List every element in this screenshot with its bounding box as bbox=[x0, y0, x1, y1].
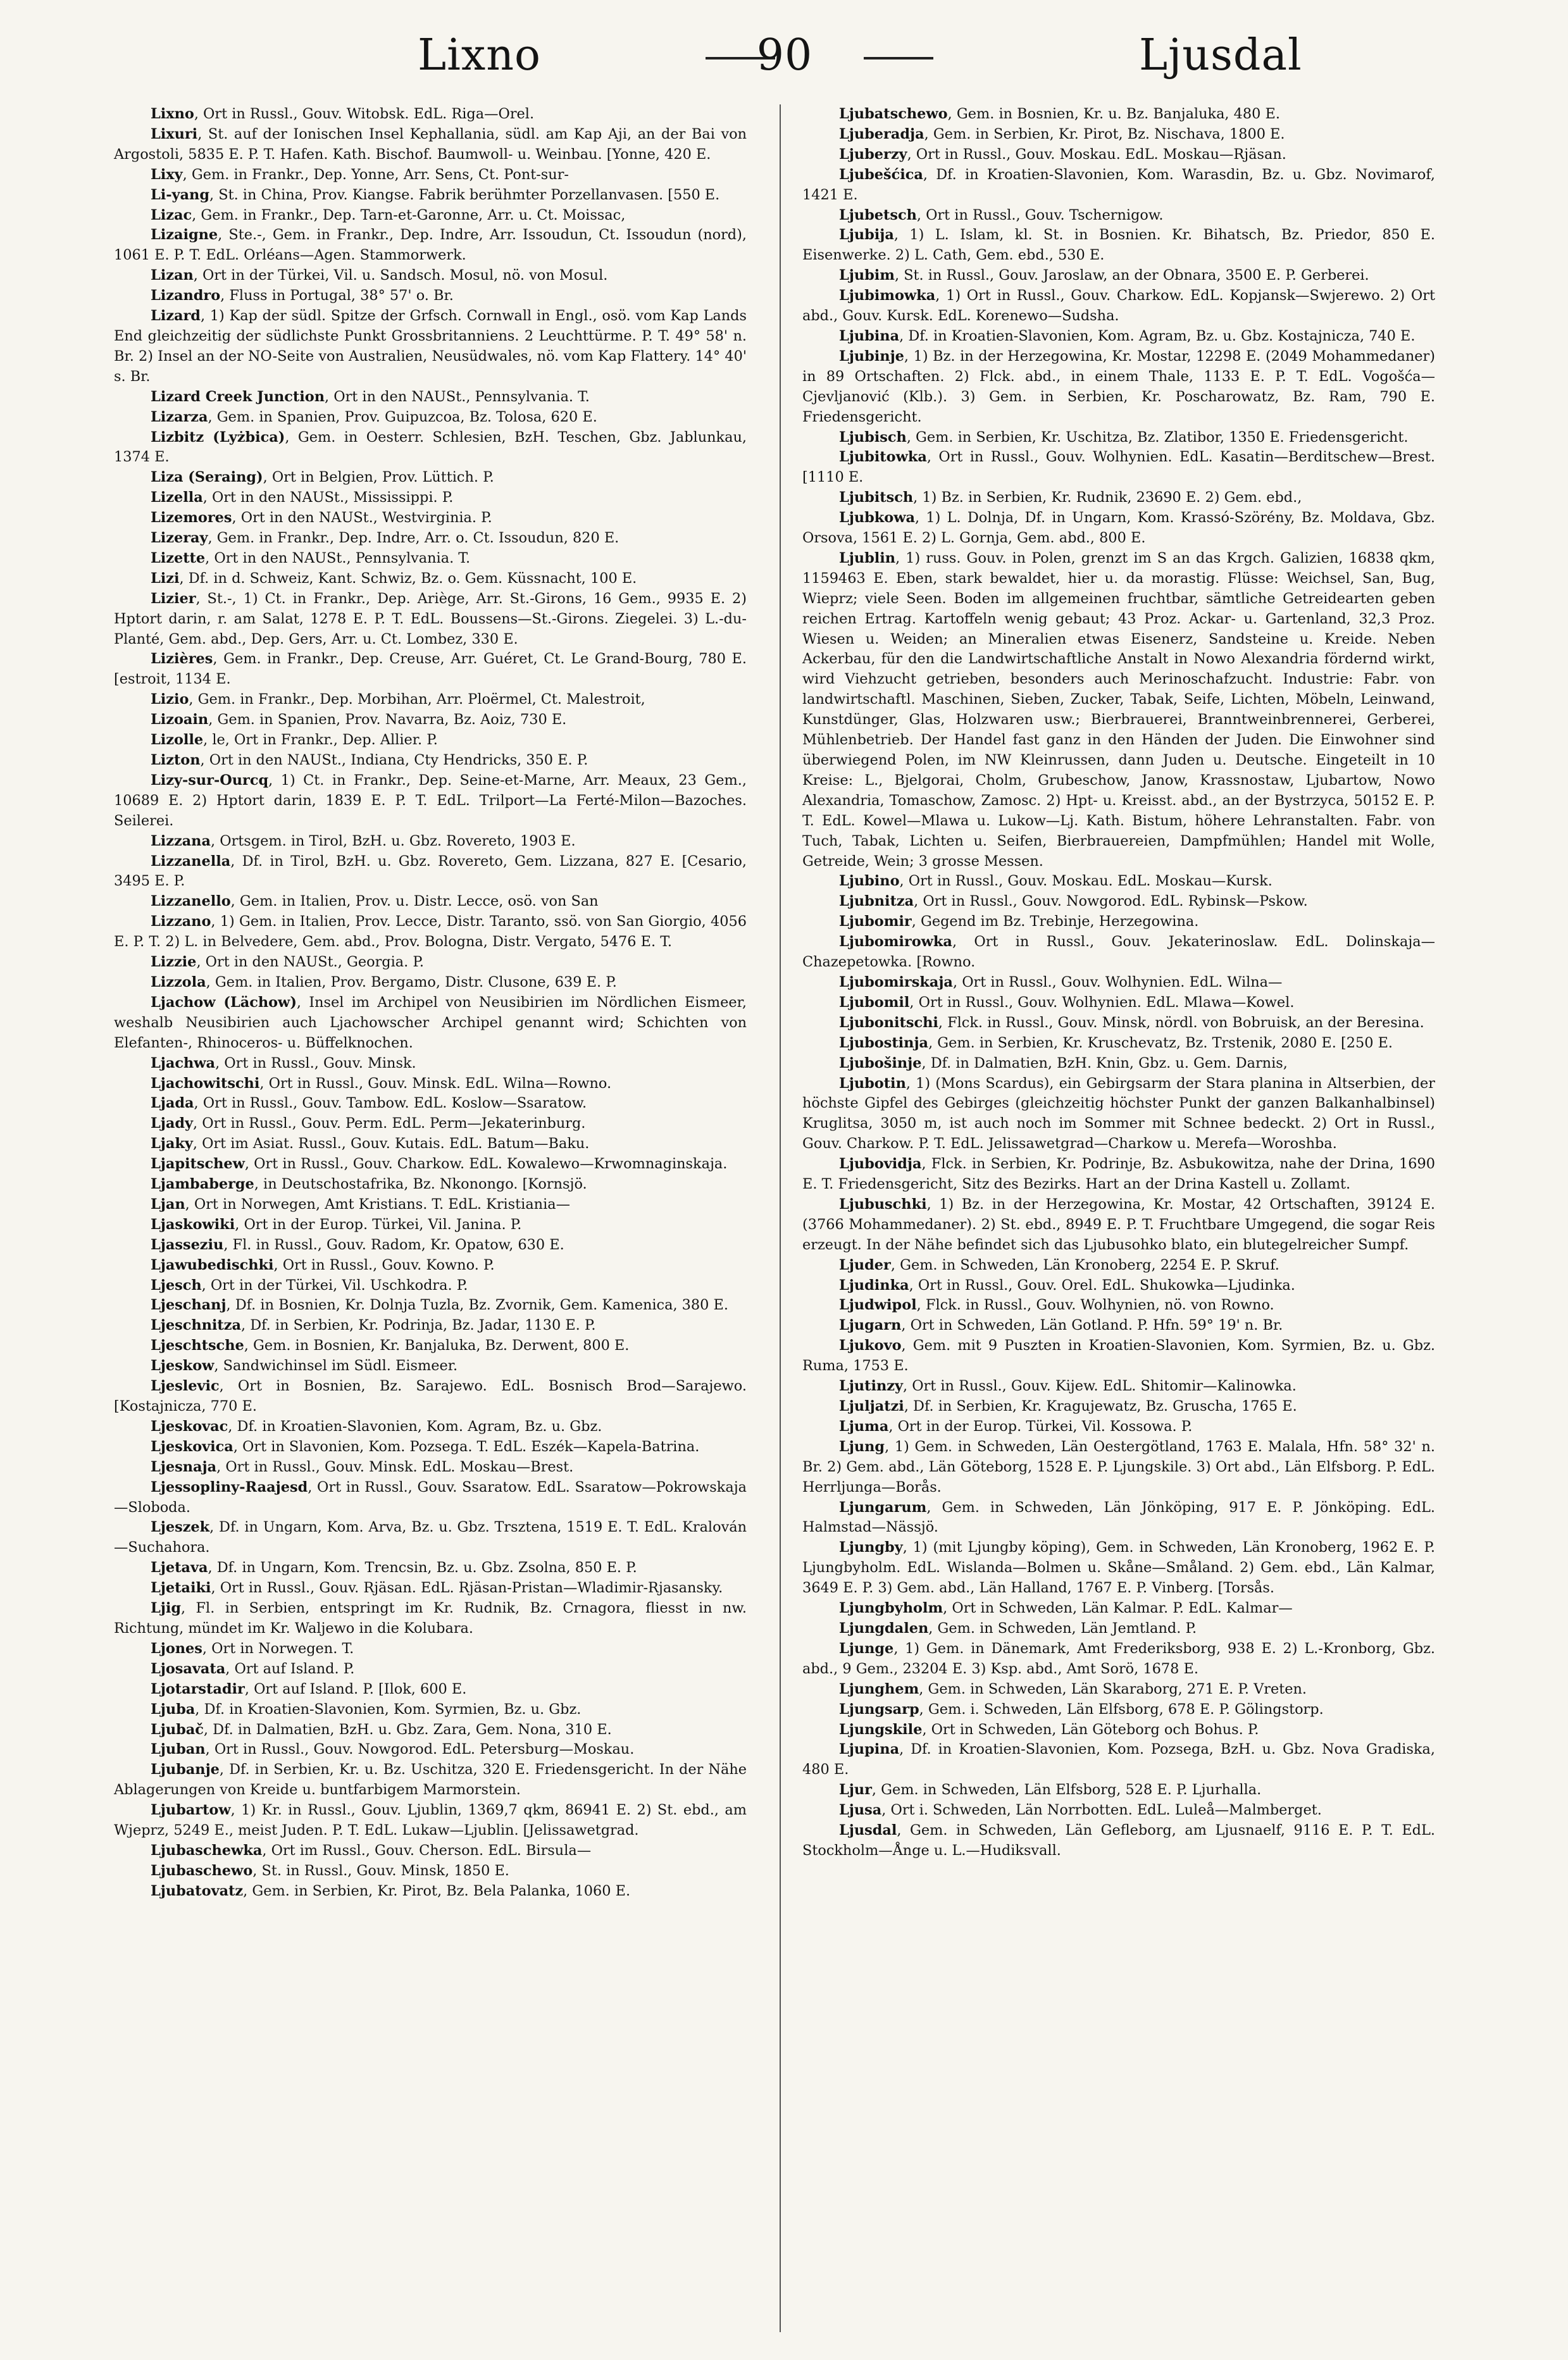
entry-headword: Ljubostinja, Gem. in Serbien, Kr. Kruschevatz, Bz. Trstenik, 2080 E. [250 E. bbox=[839, 1034, 1393, 1051]
entry-headword: Lizzano, 1) Gem. in Italien, Prov. Lecce, Distr. Taranto, ssö. von San Giorgio, 4056 E. P. T. 2) L. in Belvedere, Gem. abd., Prov. Bologna, Distr. Vergato, 5476 E. T. bbox=[114, 913, 747, 951]
dictionary-entry bbox=[114, 1175, 747, 1195]
entry-headword: Ljubim, St. in Russl., Gouv. Jaroslaw, an der Obnara, 3500 E. P. Gerberei. bbox=[839, 267, 1369, 284]
dictionary-entry bbox=[114, 1356, 747, 1377]
entry-headword: Ljessopliny-Raajesd, Ort in Russl., Gouv. Ssaratow. EdL. Ssaratow—Pokrowskaja—Sloboda. bbox=[114, 1478, 747, 1516]
entry-headword: Ljady, Ort in Russl., Gouv. Perm. EdL. Perm—Jekaterinburg. bbox=[151, 1115, 586, 1132]
dictionary-entry bbox=[802, 1377, 1435, 1397]
entry-headword: Ljesnaja, Ort in Russl., Gouv. Minsk. EdL. Moskau—Brest. bbox=[151, 1458, 574, 1475]
dictionary-entry bbox=[114, 1296, 747, 1316]
dictionary-entry bbox=[802, 1821, 1435, 1861]
dictionary-entry bbox=[802, 1013, 1435, 1033]
entry-headword: Lizarza, Gem. in Spanien, Prov. Guipuzcoa, Bz. Tolosa, 620 E. bbox=[151, 408, 597, 425]
entry-headword: Lizzie, Ort in den NAUSt., Georgia. P. bbox=[151, 954, 425, 971]
dictionary-entry bbox=[114, 549, 747, 569]
dictionary-entry bbox=[114, 912, 747, 952]
dictionary-entry bbox=[114, 832, 747, 852]
dictionary-entry bbox=[802, 1296, 1435, 1316]
entry-headword: Ljubomirowka, Ort in Russl., Gouv. Jekaterinoslaw. EdL. Dolinskaja—Chazepetowka. [Rowno. bbox=[802, 933, 1435, 971]
dictionary-entry bbox=[114, 690, 747, 710]
dictionary-entry bbox=[802, 1054, 1435, 1074]
dictionary-entry bbox=[114, 508, 747, 528]
dictionary-entry bbox=[114, 892, 747, 912]
entry-headword: Ljubotin, 1) (Mons Scardus), ein Gebirgsarm der Stara planina in Altserbien, der höchste Gipfel des Gebirges (gleichzeitig höchster Punkt der ganzen Balkanhalbinsel) Kruglitsa, 3050 m, ist auch noch im Sommer mit Schnee bedeckt. 2) Ort in Russl., Gouv. Charkow. P. T. EdL. Jelissawetgrad—Charkow u. Merefa—Woroshba. bbox=[802, 1075, 1435, 1152]
dictionary-entry bbox=[802, 1801, 1435, 1821]
dictionary-entry bbox=[114, 1518, 747, 1558]
dictionary-entry bbox=[802, 347, 1435, 428]
dictionary-entry bbox=[114, 165, 747, 185]
dictionary-entry bbox=[114, 1659, 747, 1680]
entry-headword: Ljan, Ort in Norwegen, Amt Kristians. T. EdL. Kristiania— bbox=[151, 1196, 571, 1213]
dictionary-entry bbox=[802, 225, 1435, 266]
dictionary-entry bbox=[114, 1336, 747, 1356]
dictionary-entry bbox=[114, 649, 747, 690]
entry-headword: Lizemores, Ort in den NAUSt., Westvirginia. P. bbox=[151, 509, 492, 527]
dictionary-entry bbox=[114, 1861, 747, 1882]
dictionary-entry bbox=[114, 1700, 747, 1720]
entry-headword: Ljachow (Lächow), Insel im Archipel von Neusibirien im Nördlichen Eismeer, weshalb Neusibirien auch Ljachowscher Archipel genannt wird; Schichten von Elefanten-, Rhinoceros- u. Büffelknochen. bbox=[114, 994, 747, 1051]
entry-headword: Ljungbyholm, Ort in Schweden, Län Kalmar. P. EdL. Kalmar— bbox=[839, 1600, 1293, 1617]
dictionary-entry bbox=[802, 1195, 1435, 1256]
entry-headword: Ljubnitza, Ort in Russl., Gouv. Nowgorod. EdL. Rybinsk—Pskow. bbox=[839, 893, 1308, 910]
dictionary-entry bbox=[114, 589, 747, 650]
dictionary-entry bbox=[114, 1276, 747, 1296]
entry-headword: Ljubino, Ort in Russl., Gouv. Moskau. EdL. Moskau—Kursk. bbox=[839, 873, 1272, 890]
entry-headword: Ljeschtsche, Gem. in Bosnien, Kr. Banjaluka, Bz. Derwent, 800 E. bbox=[151, 1337, 630, 1354]
entry-headword: Lizard Creek Junction, Ort in den NAUSt., Pennsylvania. T. bbox=[151, 388, 590, 405]
entry-headword: Ljung, 1) Gem. in Schweden, Län Oestergötland, 1763 E. Malala, Hfn. 58° 32' n. Br. 2) Gem. abd., Län Göteborg, 1528 E. P. Ljungskile. 3) Ort abd., Län Elfsborg. P. EdL. Herrljunga—Borås. bbox=[802, 1438, 1435, 1495]
dictionary-entry bbox=[114, 125, 747, 165]
dictionary-entry bbox=[114, 206, 747, 226]
dictionary-entry bbox=[802, 1033, 1435, 1054]
column-divider bbox=[780, 104, 781, 2332]
entry-headword: Ljuma, Ort in der Europ. Türkei, Vil. Kossowa. P. bbox=[839, 1418, 1193, 1435]
dictionary-entry bbox=[802, 125, 1435, 145]
dictionary-entry bbox=[114, 185, 747, 206]
dictionary-entry bbox=[114, 569, 747, 589]
dictionary-entry bbox=[114, 306, 747, 387]
entry-headword: Ljuder, Gem. in Schweden, Län Kronoberg, 2254 E. P. Skruf. bbox=[839, 1256, 1279, 1273]
entry-headword: Ljuberadja, Gem. in Serbien, Kr. Pirot, Bz. Nischava, 1800 E. bbox=[839, 125, 1285, 142]
dictionary-entry bbox=[114, 266, 747, 286]
dictionary-entry bbox=[114, 1720, 747, 1740]
entry-headword: Ljapitschew, Ort in Russl., Gouv. Charkow. EdL. Kowalewo—Krwomnaginskaja. bbox=[151, 1156, 728, 1173]
dictionary-entry bbox=[802, 165, 1435, 206]
entry-headword: Ljubomir, Gegend im Bz. Trebinje, Herzegowina. bbox=[839, 913, 1199, 930]
entry-headword: Lizard, 1) Kap der südl. Spitze der Grfsch. Cornwall in Engl., osö. vom Kap Lands End gleichzeitig der südlichste Punkt Grossbritanniens. 2 Leuchttürme. P. T. 49° 58' n. Br. 2) Insel an der NO-Seite von Australien, Neusüdwales, nö. vom Kap Flattery. 14° 40' s. Br. bbox=[114, 308, 747, 385]
dictionary-entry bbox=[802, 1397, 1435, 1417]
entry-headword: Ljeschanj, Df. in Bosnien, Kr. Dolnja Tuzla, Bz. Zvornik, Gem. Kamenica, 380 E. bbox=[151, 1297, 728, 1314]
entry-headword: Lizio, Gem. in Frankr., Dep. Morbihan, Arr. Ploërmel, Ct. Malestroit, bbox=[151, 691, 645, 708]
dictionary-entry bbox=[114, 1437, 747, 1458]
dictionary-entry bbox=[114, 1478, 747, 1518]
dictionary-entry bbox=[114, 225, 747, 266]
dictionary-entry bbox=[114, 973, 747, 993]
dictionary-entry bbox=[802, 1619, 1435, 1639]
dictionary-entry bbox=[114, 1215, 747, 1235]
dictionary-entry bbox=[802, 1256, 1435, 1276]
entry-headword: Ljubovidja, Flck. in Serbien, Kr. Podrinje, Bz. Asbukowitza, nahe der Drina, 1690 E. T. Friedensgericht, Sitz des Bezirks. Hart an der Drina Kastell u. Zollamt. bbox=[802, 1156, 1435, 1193]
dictionary-entry bbox=[802, 1316, 1435, 1336]
entry-headword: Lizi, Df. in d. Schweiz, Kant. Schwiz, Bz. o. Gem. Küssnacht, 100 E. bbox=[151, 570, 637, 587]
dictionary-entry bbox=[802, 973, 1435, 993]
entry-headword: Lizac, Gem. in Frankr., Dep. Tarn-et-Garonne, Arr. u. Ct. Moissac, bbox=[151, 206, 626, 223]
entry-headword: Ljubatschewo, Gem. in Bosnien, Kr. u. Bz. Banjaluka, 480 E. bbox=[839, 106, 1280, 122]
dictionary-entry bbox=[114, 1740, 747, 1760]
dictionary-entry bbox=[114, 1841, 747, 1861]
right-column bbox=[802, 104, 1435, 1861]
dictionary-entry bbox=[802, 145, 1435, 165]
entry-headword: Ljungdalen, Gem. in Schweden, Län Jemtland. P. bbox=[839, 1620, 1197, 1637]
dictionary-entry bbox=[114, 468, 747, 488]
dictionary-entry bbox=[802, 549, 1435, 872]
entry-headword: Ljeskovica, Ort in Slavonien, Kom. Pozsega. T. EdL. Eszék—Kapela-Batrina. bbox=[151, 1438, 700, 1455]
dictionary-entry bbox=[802, 1437, 1435, 1498]
page-header bbox=[0, 0, 1568, 95]
dictionary-entry bbox=[114, 1882, 747, 1902]
dictionary-entry bbox=[802, 1740, 1435, 1780]
page-number: 90 bbox=[756, 30, 813, 80]
entry-headword: Lixuri, St. auf der Ionischen Insel Kephallania, südl. am Kap Aji, an der Bai von Argostoli, 5835 E. P. T. Hafen. Kath. Bischof. Baumwoll- u. Weinbau. [Yonne, 420 E. bbox=[114, 125, 747, 163]
left-column bbox=[114, 104, 747, 1902]
entry-headword: Ljeschnitza, Df. in Serbien, Kr. Podrinja, Bz. Jadar, 1130 E. P. bbox=[151, 1317, 596, 1334]
entry-headword: Lizbitz (Lyżbica), Gem. in Oesterr. Schlesien, BzH. Teschen, Gbz. Jablunkau, 1374 E. bbox=[114, 428, 747, 466]
entry-headword: Ljubošinje, Df. in Dalmatien, BzH. Knin, Gbz. u. Gem. Darnis, bbox=[839, 1054, 1288, 1071]
dictionary-entry bbox=[802, 1700, 1435, 1720]
dictionary-entry bbox=[802, 488, 1435, 508]
dictionary-entry bbox=[802, 266, 1435, 286]
entry-headword: Lizzanello, Gem. in Italien, Prov. u. Distr. Lecce, osö. von San bbox=[151, 893, 599, 910]
dictionary-entry bbox=[114, 1195, 747, 1215]
dictionary-entry bbox=[114, 286, 747, 306]
entry-headword: Lizette, Ort in den NAUSt., Pennsylvania. T. bbox=[151, 549, 471, 566]
entry-headword: Ljuljatzi, Df. in Serbien, Kr. Kragujewatz, Bz. Gruscha, 1765 E. bbox=[839, 1398, 1297, 1414]
dictionary-entry bbox=[802, 1599, 1435, 1619]
entry-headword: Ljubuschki, 1) Bz. in der Herzegowina, Kr. Mostar, 42 Ortschaften, 39124 E. (3766 Mohammedaner). 2) St. ebd., 8949 E. P. T. Fruchtbare Umgegend, die sogar Reis erzeugt. In der Nähe befindet sich das Ljubusohko blato, ein blutegelreicher Sumpf. bbox=[802, 1196, 1435, 1253]
entry-headword: Ljetava, Df. in Ungarn, Kom. Trencsin, Bz. u. Gbz. Zsolna, 850 E. P. bbox=[151, 1559, 637, 1576]
entry-headword: Ljutinzy, Ort in Russl., Gouv. Kijew. EdL. Shitomir—Kalinowka. bbox=[839, 1378, 1297, 1395]
dictionary-entry bbox=[114, 1316, 747, 1336]
dictionary-entry bbox=[114, 488, 747, 508]
dictionary-entry bbox=[802, 1154, 1435, 1195]
entry-headword: Ljublin, 1) russ. Gouv. in Polen, grenzt im S an das Krgch. Galizien, 16838 qkm, 1159463 E. Eben, stark bewaldet, hier u. da morastig. Flüsse: Weichsel, San, Bug, Wieprz; viele Seen. Boden im allgemeinen fruchtbar, sämtliche Getreidearten geben reichen Ertrag. Kartoffeln wenig gebaut; 43 Proz. Ackar- u. Gartenland, 32,3 Proz. Wiesen u. Weiden; an Mineralien etwas Eisenerz, Sandsteine u. Kreide. Neben Ackerbau, für den die Landwirtschaftliche Anstalt in Nowo Alexandria fördernd wirkt, wird Viehzucht getrieben, besonders auch Merinoschafzucht. Industrie: Fabr. von landwirtschaftl. Maschinen, Sieben, Zucker, Tabak, Seife, Lichten, Möbeln, Leinwand, Kunstdünger, Glas, Holzwaren usw.; Bierbrauerei, Branntweinbrennerei, Gerberei, Mühlenbetrieb. Der Handel fast ganz in den Händen der Juden. Die Einwohner sind überwiegend Polen, im NW Kleinrussen, dann Juden u. Deutsche. Eingeteilt in 10 Kreise: L., Bjelgorai, Cholm, Grubeschow, Janow, Krassnostaw, Ljubartow, Nowo Alexandria, Tomaschow, Zamosc. 2) Hpt- u. Kreisst. abd., an der Bystrzyca, 50152 E. P. T. EdL. Kowel—Mlawa u. Lukow—Lj. Kath. Bistum, höhere Lehranstalten. Fabr. von Tuch, Tabak, Lichten u. Seifen, Bierbrauereien, Dampfmühlen; Handel mit Wolle, Getreide, Wein; 3 grosse Messen. bbox=[802, 549, 1435, 870]
dictionary-entry bbox=[114, 104, 747, 125]
dictionary-entry bbox=[114, 730, 747, 751]
dictionary-entry bbox=[802, 871, 1435, 892]
entry-headword: Ljubaschewka, Ort im Russl., Gouv. Cherson. EdL. Birsula— bbox=[151, 1842, 592, 1859]
dictionary-entry bbox=[802, 104, 1435, 125]
entry-headword: Ljubija, 1) L. Islam, kl. St. in Bosnien. Kr. Bihatsch, Bz. Priedor, 850 E. Eisenwerke. 2) L. Cath, Gem. ebd., 530 E. bbox=[802, 227, 1435, 264]
dictionary-entry bbox=[114, 1680, 747, 1700]
entry-headword: Ljubinje, 1) Bz. in der Herzegowina, Kr. Mostar, 12298 E. (2049 Mohammedaner) in 89 Ortschaften. 2) Flck. abd., in einem Thale, 1133 E. P. T. EdL. Vogošća—Cjevljanović (Klb.). 3) Gem. in Serbien, Kr. Poscharowatz, Bz. Ram, 790 E. Friedensgericht. bbox=[802, 347, 1435, 425]
entry-headword: Ljungsarp, Gem. i. Schweden, Län Elfsborg, 678 E. P. Gölingstorp. bbox=[839, 1701, 1324, 1718]
entry-headword: Ljig, Fl. in Serbien, entspringt im Kr. Rudnik, Bz. Crnagora, fliesst in nw. Richtung, mündet im Kr. Waljewo in die Kolubara. bbox=[114, 1600, 747, 1637]
entry-headword: Ljubomil, Ort in Russl., Gouv. Wolhynien. EdL. Mlawa—Kowel. bbox=[839, 994, 1295, 1011]
dictionary-entry bbox=[114, 1134, 747, 1154]
dictionary-entry bbox=[114, 1114, 747, 1134]
dictionary-entry bbox=[114, 428, 747, 468]
entry-headword: Ljubitowka, Ort in Russl., Gouv. Wolhynien. EdL. Kasatin—Berditschew—Brest. [1110 E. bbox=[802, 449, 1435, 486]
entry-headword: Lizandro, Fluss in Portugal, 38° 57' o. Br. bbox=[151, 287, 454, 304]
entry-headword: Ljubonitschi, Flck. in Russl., Gouv. Minsk, nördl. von Bobruisk, an der Beresina. bbox=[839, 1014, 1424, 1031]
entry-headword: Ljeskow, Sandwichinsel im Südl. Eismeer. bbox=[151, 1358, 458, 1375]
entry-headword: Ljeskovac, Df. in Kroatien-Slavonien, Kom. Agram, Bz. u. Gbz. bbox=[151, 1418, 602, 1435]
entry-headword: Ljugarn, Ort in Schweden, Län Gotland. P. Hfn. 59° 19' n. Br. bbox=[839, 1317, 1283, 1334]
dictionary-entry bbox=[802, 447, 1435, 488]
entry-headword: Ljosavata, Ort auf Island. P. bbox=[151, 1660, 355, 1677]
entry-headword: Ljaky, Ort im Asiat. Russl., Gouv. Kutais. EdL. Batum—Baku. bbox=[151, 1135, 590, 1152]
dictionary-entry bbox=[114, 771, 747, 832]
entry-headword: Ljesch, Ort in der Türkei, Vil. Uschkodra. P. bbox=[151, 1277, 468, 1294]
dictionary-entry bbox=[114, 1760, 747, 1801]
entry-headword: Lixno, Ort in Russl., Gouv. Witobsk. EdL. Riga—Orel. bbox=[151, 106, 535, 122]
dictionary-entry bbox=[802, 1680, 1435, 1700]
entry-headword: Ljetaiki, Ort in Russl., Gouv. Rjäsan. EdL. Rjäsan-Pristan—Wladimir-Rjasansky. bbox=[151, 1580, 723, 1597]
dictionary-entry bbox=[802, 428, 1435, 448]
entry-headword: Ljunge, 1) Gem. in Dänemark, Amt Frederiksborg, 938 E. 2) L.-Kronborg, Gbz. abd., 9 Gem., 23204 E. 3) Ksp. abd., Amt Sorö, 1678 E. bbox=[802, 1640, 1435, 1677]
header-dash-right bbox=[864, 57, 933, 59]
dictionary-entry bbox=[802, 1639, 1435, 1680]
entry-headword: Ljubač, Df. in Dalmatien, BzH. u. Gbz. Zara, Gem. Nona, 310 E. bbox=[151, 1721, 612, 1738]
dictionary-entry bbox=[802, 286, 1435, 327]
dictionary-entry bbox=[114, 993, 747, 1054]
dictionary-entry bbox=[114, 710, 747, 730]
dictionary-entry bbox=[802, 206, 1435, 226]
dictionary-entry bbox=[114, 1256, 747, 1276]
entry-headword: Ljungskile, Ort in Schweden, Län Göteborg och Bohus. P. bbox=[839, 1721, 1259, 1738]
entry-headword: Lizzana, Ortsgem. in Tirol, BzH. u. Gbz. Rovereto, 1903 E. bbox=[151, 832, 576, 849]
entry-headword: Lizton, Ort in den NAUSt., Indiana, Cty Hendricks, 350 E. P. bbox=[151, 752, 588, 768]
entry-headword: Ljungarum, Gem. in Schweden, Län Jönköping, 917 E. P. Jönköping. EdL. Halmstad—Nässjö. bbox=[802, 1499, 1435, 1536]
entry-headword: Ljuban, Ort in Russl., Gouv. Nowgorod. EdL. Petersburg—Moskau. bbox=[151, 1741, 635, 1758]
dictionary-entry bbox=[802, 912, 1435, 932]
dictionary-entry bbox=[114, 1054, 747, 1074]
dictionary-entry bbox=[802, 1498, 1435, 1539]
entry-headword: Lizier, St.-, 1) Ct. in Frankr., Dep. Ariège, Arr. St.-Girons, 16 Gem., 9935 E. 2) Hptort darin, r. am Salat, 1278 E. P. T. EdL. Boussens—St.-Girons. Ziegelei. 3) L.-du-Planté, Gem. abd., Dep. Gers, Arr. u. Ct. Lombez, 330 E. bbox=[114, 590, 747, 647]
entry-headword: Lizan, Ort in der Türkei, Vil. u. Sandsch. Mosul, nö. von Mosul. bbox=[151, 267, 608, 284]
entry-headword: Lizzola, Gem. in Italien, Prov. Bergamo, Distr. Clusone, 639 E. P. bbox=[151, 973, 617, 990]
entry-headword: Ljupina, Df. in Kroatien-Slavonien, Kom. Pozsega, BzH. u. Gbz. Nova Gradiska, 480 E. bbox=[802, 1741, 1435, 1778]
entry-headword: Ljubatovatz, Gem. in Serbien, Kr. Pirot, Bz. Bela Palanka, 1060 E. bbox=[151, 1882, 631, 1899]
dictionary-entry bbox=[802, 993, 1435, 1013]
dictionary-entry bbox=[802, 1538, 1435, 1599]
entry-headword: Ljuba, Df. in Kroatien-Slavonien, Kom. Syrmien, Bz. u. Gbz. bbox=[151, 1701, 582, 1718]
entry-headword: Lizoain, Gem. in Spanien, Prov. Navarra, Bz. Aoiz, 730 E. bbox=[151, 711, 567, 728]
dictionary-entry bbox=[802, 892, 1435, 912]
entry-headword: Ljur, Gem. in Schweden, Län Elfsborg, 528 E. P. Ljurhalla. bbox=[839, 1782, 1262, 1799]
dictionary-entry bbox=[114, 1154, 747, 1175]
entry-headword: Ljubaschewo, St. in Russl., Gouv. Minsk, 1850 E. bbox=[151, 1862, 509, 1879]
entry-headword: Ljungby, 1) (mit Ljungby köping), Gem. in Schweden, Län Kronoberg, 1962 E. P. Ljungbyholm. EdL. Wislanda—Bolmen u. Skåne—Småland. 2) Gem. ebd., Län Kalmar, 3649 E. P. 3) Gem. abd., Län Halland, 1767 E. P. Vinberg. [Torsås. bbox=[802, 1539, 1435, 1597]
entry-headword: Ljubimowka, 1) Ort in Russl., Gouv. Charkow. EdL. Kopjansk—Swjerewo. 2) Ort abd., Gouv. Kursk. EdL. Korenewo—Sudsha. bbox=[802, 287, 1435, 325]
entry-headword: Lizaigne, Ste.-, Gem. in Frankr., Dep. Indre, Arr. Issoudun, Ct. Issoudun (nord), 1061 E. P. T. EdL. Orléans—Agen. Stammorwerk. bbox=[114, 227, 747, 264]
dictionary-entry bbox=[114, 952, 747, 973]
entry-headword: Li-yang, St. in China, Prov. Kiangse. Fabrik berühmter Porzellanvasen. [550 E. bbox=[151, 186, 720, 203]
entry-headword: Ljachowitschi, Ort in Russl., Gouv. Minsk. EdL. Wilna—Rowno. bbox=[151, 1075, 612, 1092]
dictionary-entry bbox=[114, 751, 747, 771]
entry-headword: Ljotarstadir, Ort auf Island. P. [Ilok, 600 E. bbox=[151, 1680, 467, 1697]
dictionary-entry bbox=[802, 1417, 1435, 1437]
dictionary-entry bbox=[114, 1094, 747, 1114]
header-right-word: Ljusdal bbox=[1139, 30, 1302, 80]
entry-headword: Ljudinka, Ort in Russl., Gouv. Orel. EdL. Shukowka—Ljudinka. bbox=[839, 1277, 1295, 1294]
dictionary-entry bbox=[114, 387, 747, 408]
entry-headword: Ljusa, Ort i. Schweden, Län Norrbotten. EdL. Luleå—Malmberget. bbox=[839, 1802, 1322, 1819]
entry-headword: Ljawubedischki, Ort in Russl., Gouv. Kowno. P. bbox=[151, 1256, 495, 1273]
dictionary-entry bbox=[114, 1558, 747, 1578]
dictionary-entry bbox=[802, 932, 1435, 973]
entry-headword: Ljubina, Df. in Kroatien-Slavonien, Kom. Agram, Bz. u. Gbz. Kostajnicza, 740 E. bbox=[839, 327, 1416, 344]
dictionary-entry bbox=[114, 408, 747, 428]
dictionary-entry bbox=[114, 1578, 747, 1599]
entry-headword: Lizières, Gem. in Frankr., Dep. Creuse, Arr. Guéret, Ct. Le Grand-Bourg, 780 E. [estroit, 1134 E. bbox=[114, 651, 747, 688]
dictionary-entry bbox=[802, 1720, 1435, 1740]
entry-headword: Lizeray, Gem. in Frankr., Dep. Indre, Arr. o. Ct. Issoudun, 820 E. bbox=[151, 530, 619, 547]
entry-headword: Ljachwa, Ort in Russl., Gouv. Minsk. bbox=[151, 1054, 416, 1071]
entry-headword: Ljasseziu, Fl. in Russl., Gouv. Radom, Kr. Opatow, 630 E. bbox=[151, 1236, 564, 1253]
entry-headword: Lizy-sur-Ourcq, 1) Ct. in Frankr., Dep. Seine-et-Marne, Arr. Meaux, 23 Gem., 10689 E. 2) Hptort darin, 1839 E. P. T. EdL. Trilport—La Ferté-Milon—Bazoches. Seilerei. bbox=[114, 771, 747, 829]
dictionary-entry bbox=[114, 1639, 747, 1659]
entry-headword: Ljunghem, Gem. in Schweden, Län Skaraborg, 271 E. P. Vreten. bbox=[839, 1680, 1307, 1697]
dictionary-entry bbox=[802, 1780, 1435, 1801]
dictionary-entry bbox=[802, 1074, 1435, 1155]
dictionary-entry bbox=[114, 1377, 747, 1417]
entry-headword: Ljubešćica, Df. in Kroatien-Slavonien, Kom. Warasdin, Bz. u. Gbz. Novimarof, 1421 E. bbox=[802, 166, 1435, 203]
entry-headword: Lizzanella, Df. in Tirol, BzH. u. Gbz. Rovereto, Gem. Lizzana, 827 E. [Cesario, 3495 E. P. bbox=[114, 852, 747, 890]
dictionary-entry bbox=[114, 1417, 747, 1437]
entry-headword: Ljubkowa, 1) L. Dolnja, Df. in Ungarn, Kom. Krassó-Szörény, Bz. Moldava, Gbz. Orsova, 1561 E. 2) L. Gornja, Gem. abd., 800 E. bbox=[802, 509, 1435, 547]
entry-headword: Ljubartow, 1) Kr. in Russl., Gouv. Ljublin, 1369,7 qkm, 86941 E. 2) St. ebd., am Wjeprz, 5249 E., meist Juden. P. T. EdL. Lukaw—Ljublin. [Jelissawetgrad. bbox=[114, 1802, 747, 1839]
entry-headword: Ljukovo, Gem. mit 9 Puszten in Kroatien-Slavonien, Kom. Syrmien, Bz. u. Gbz. Ruma, 1753 E. bbox=[802, 1337, 1435, 1375]
dictionary-entry bbox=[114, 1599, 747, 1639]
entry-headword: Ljeslevic, Ort in Bosnien, Bz. Sarajewo. EdL. Bosnisch Brod—Sarajewo. [Kostajnicza, 770 E. bbox=[114, 1378, 747, 1414]
entry-headword: Ljambaberge, in Deutschostafrika, Bz. Nkonongo. [Kornsjö. bbox=[151, 1176, 587, 1193]
entry-headword: Ljubomirskaja, Ort in Russl., Gouv. Wolhynien. EdL. Wilna— bbox=[839, 973, 1283, 990]
entry-headword: Lixy, Gem. in Frankr., Dep. Yonne, Arr. Sens, Ct. Pont-sur- bbox=[151, 166, 569, 183]
entry-headword: Ljaskowiki, Ort in der Europ. Türkei, Vil. Janina. P. bbox=[151, 1216, 522, 1233]
entry-headword: Ljones, Ort in Norwegen. T. bbox=[151, 1640, 354, 1657]
entry-headword: Ljudwipol, Flck. in Russl., Gouv. Wolhynien, nö. von Rowno. bbox=[839, 1297, 1274, 1314]
entry-headword: Ljubitsch, 1) Bz. in Serbien, Kr. Rudnik, 23690 E. 2) Gem. ebd., bbox=[839, 489, 1302, 506]
entry-headword: Ljubetsch, Ort in Russl., Gouv. Tschernigow. bbox=[839, 206, 1164, 223]
entry-headword: Ljada, Ort in Russl., Gouv. Tambow. EdL. Koslow—Ssaratow. bbox=[151, 1095, 587, 1112]
entry-headword: Ljusdal, Gem. in Schweden, Län Gefleborg, am Ljusnaelf, 9116 E. P. T. EdL. Stockholm—Ånge u. L.—Hudiksvall. bbox=[802, 1822, 1435, 1859]
entry-headword: Ljuberzy, Ort in Russl., Gouv. Moskau. EdL. Moskau—Rjäsan. bbox=[839, 146, 1286, 163]
entry-headword: Ljubanje, Df. in Serbien, Kr. u. Bz. Uschitza, 320 E. Friedensgericht. In der Nähe Ablagerungen von Kreide u. buntfarbigem Marmorstein. bbox=[114, 1761, 747, 1799]
header-left-word: Lixno bbox=[418, 30, 541, 80]
dictionary-entry bbox=[802, 508, 1435, 549]
dictionary-entry bbox=[802, 1276, 1435, 1296]
dictionary-entry bbox=[114, 1801, 747, 1841]
dictionary-entry bbox=[114, 528, 747, 549]
dictionary-entry bbox=[114, 1458, 747, 1478]
entry-headword: Ljeszek, Df. in Ungarn, Kom. Arva, Bz. u. Gbz. Trsztena, 1519 E. T. EdL. Kralován—Suchahora. bbox=[114, 1519, 747, 1556]
entry-headword: Ljubisch, Gem. in Serbien, Kr. Uschitza, Bz. Zlatibor, 1350 E. Friedensgericht. bbox=[839, 428, 1409, 446]
dictionary-entry bbox=[114, 852, 747, 892]
entry-headword: Liza (Seraing), Ort in Belgien, Prov. Lüttich. P. bbox=[151, 469, 494, 486]
dictionary-entry bbox=[114, 1074, 747, 1094]
entry-headword: Lizella, Ort in den NAUSt., Mississippi. P. bbox=[151, 489, 454, 506]
dictionary-entry bbox=[802, 327, 1435, 347]
dictionary-entry bbox=[114, 1235, 747, 1256]
entry-headword: Lizolle, le, Ort in Frankr., Dep. Allier. P. bbox=[151, 732, 438, 749]
dictionary-entry bbox=[802, 1336, 1435, 1377]
